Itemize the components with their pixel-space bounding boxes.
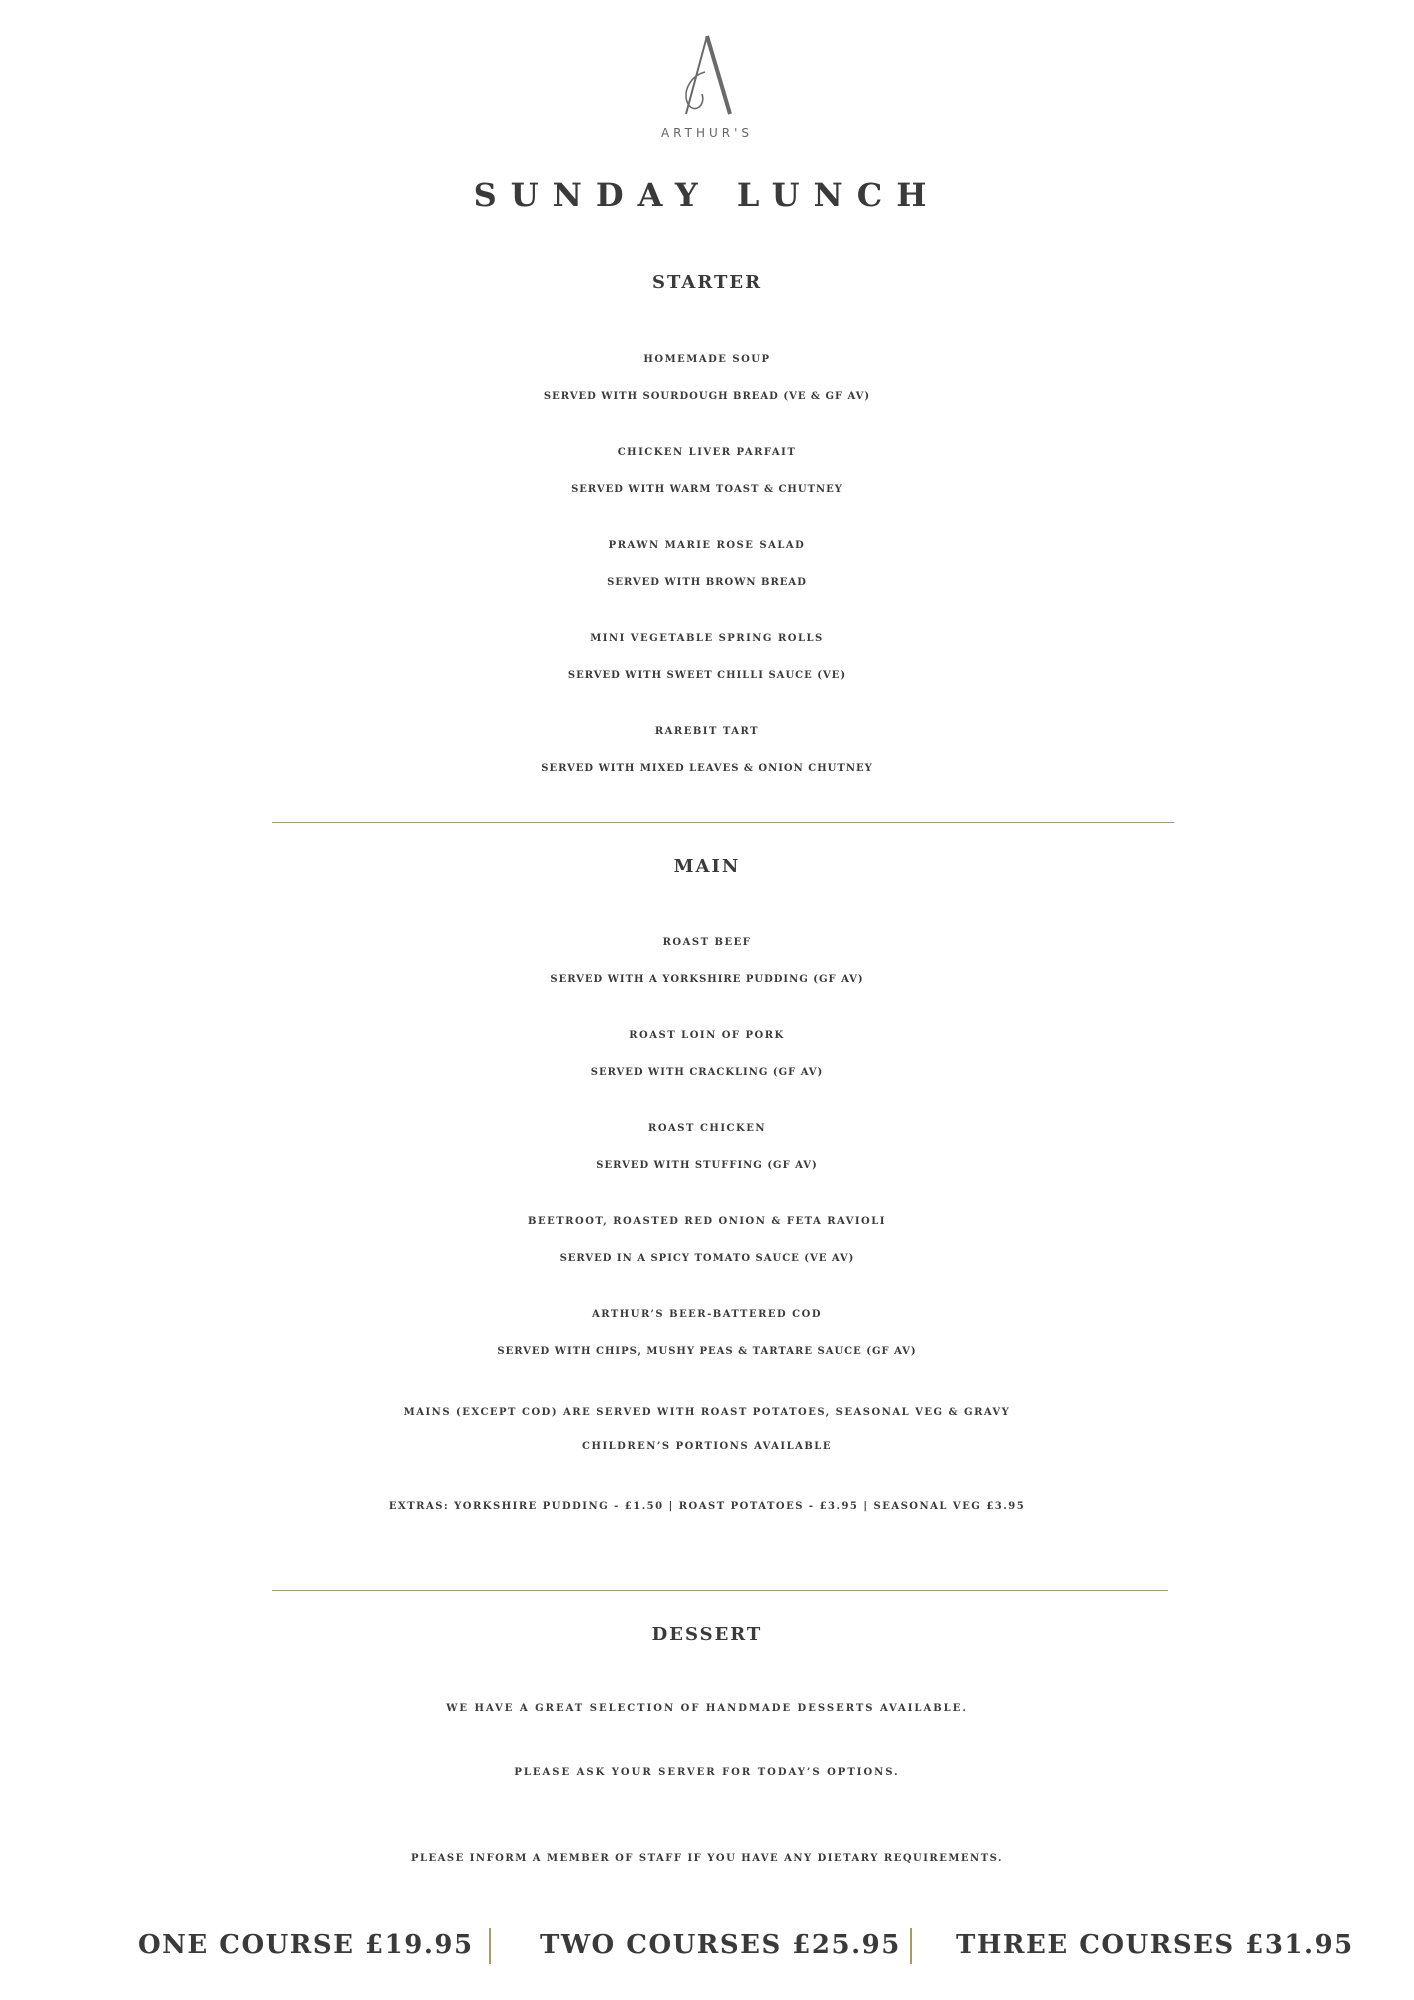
dietary-note: PLEASE INFORM A MEMBER OF STAFF IF YOU HAVE ANY DIETARY REQUIREMENTS.: [411, 1853, 1003, 1864]
menu-item-name: MINI VEGETABLE SPRING ROLLS: [590, 633, 824, 644]
menu-item-desc: SERVED WITH CHIPS, MUSHY PEAS & TARTARE SAUCE (GF AV): [497, 1346, 917, 1357]
divider: [272, 1590, 1168, 1591]
menu-item-desc: SERVED WITH SOURDOUGH BREAD (VE & GF AV): [543, 391, 871, 402]
extras-line: EXTRAS: YORKSHIRE PUDDING - £1.50 | ROAST POTATOES - £3.95 | SEASONAL VEG £3.95: [388, 1501, 1026, 1512]
menu-item-name: BEETROOT, ROASTED RED ONION & FETA RAVIOLI: [528, 1216, 886, 1227]
divider: [272, 822, 1174, 823]
childrens-note: CHILDREN’S PORTIONS AVAILABLE: [582, 1441, 832, 1452]
menu-item-name: PRAWN MARIE ROSE SALAD: [608, 540, 806, 551]
starter-heading: STARTER: [651, 272, 763, 293]
menu-item-name: CHICKEN LIVER PARFAIT: [617, 447, 797, 458]
dessert-heading: DESSERT: [651, 1624, 763, 1645]
menu-item-desc: SERVED WITH SWEET CHILLI SAUCE (VE): [567, 670, 847, 681]
brand-name: ARTHUR'S: [660, 126, 754, 140]
main-heading: MAIN: [673, 856, 741, 877]
menu-item-desc: SERVED WITH CRACKLING (GF AV): [590, 1067, 824, 1078]
menu-item-desc: SERVED WITH STUFFING (GF AV): [596, 1160, 818, 1171]
menu-item-name: ROAST BEEF: [662, 937, 752, 948]
menu-item-name: ROAST LOIN OF PORK: [629, 1030, 785, 1041]
menu-item-desc: SERVED WITH BROWN BREAD: [607, 577, 807, 588]
menu-item-name: ARTHUR’S BEER-BATTERED COD: [591, 1309, 823, 1320]
menu-item-desc: SERVED WITH MIXED LEAVES & ONION CHUTNEY: [541, 763, 873, 774]
menu-item-name: HOMEMADE SOUP: [643, 354, 771, 365]
menu-item-desc: SERVED IN A SPICY TOMATO SAUCE (VE AV): [559, 1253, 855, 1264]
price-separator: [910, 1928, 912, 1964]
dessert-line-1: WE HAVE A GREAT SELECTION OF HANDMADE DESSERTS AVAILABLE.: [446, 1703, 968, 1714]
logo: [657, 32, 757, 152]
price-one-course: ONE COURSE £19.95: [138, 1930, 474, 1960]
price-three-courses: THREE COURSES £31.95: [956, 1930, 1354, 1960]
menu-item-desc: SERVED WITH A YORKSHIRE PUDDING (GF AV): [550, 974, 864, 985]
menu-item-name: ROAST CHICKEN: [648, 1123, 766, 1134]
menu-item-name: RAREBIT TART: [654, 726, 760, 737]
price-two-courses: TWO COURSES £25.95: [540, 1930, 901, 1960]
mains-note: MAINS (EXCEPT COD) ARE SERVED WITH ROAST POTATOES, SEASONAL VEG & GRAVY: [403, 1407, 1011, 1418]
arthurs-logo-icon: [672, 32, 742, 122]
dessert-line-2: PLEASE ASK YOUR SERVER FOR TODAY’S OPTIONS.: [514, 1767, 900, 1778]
menu-item-desc: SERVED WITH WARM TOAST & CHUTNEY: [571, 484, 843, 495]
price-separator: [489, 1928, 491, 1964]
page-title: SUNDAY LUNCH: [473, 176, 941, 214]
